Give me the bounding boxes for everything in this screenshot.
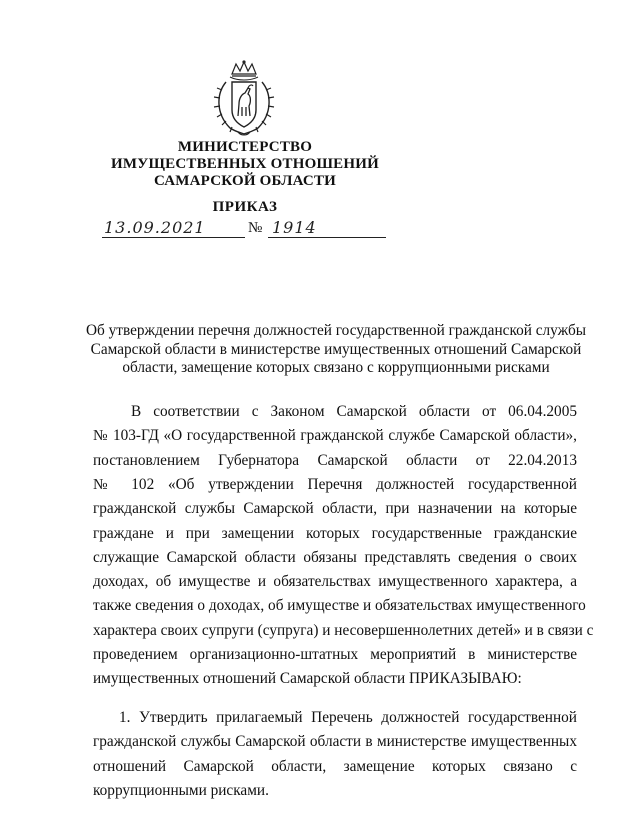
coat-of-arms-emblem: [208, 60, 280, 138]
text-line: также сведения о доходах, об имуществе и обязательствах имущественного: [93, 597, 586, 615]
title-line: Об утверждении перечня должностей государственной гражданской службы: [86, 322, 587, 339]
ministry-name-line: ИМУЩЕСТВЕННЫХ ОТНОШЕНИЙ: [111, 156, 379, 172]
ministry-name-line: САМАРСКОЙ ОБЛАСТИ: [153, 173, 337, 189]
text-line: характера своих супруги (супруга) и несовершеннолетних детей» и в связи с: [93, 621, 594, 639]
text-line: доходах, об имуществе и обязательствах имущественного характера, а: [93, 573, 577, 591]
order-date-field: [102, 219, 245, 238]
text-line: гражданской службы Самарской области, при назначении на которые: [93, 500, 577, 518]
text-line: служащие Самарской области обязаны представлять сведения о своих: [93, 548, 577, 566]
text-line: отношений Самарской области, замещение которых связано с: [93, 757, 577, 775]
title-line: области, замещение которых связано с коррупционными рисками: [122, 359, 550, 376]
text-line: № 102 «Об утверждении Перечня должностей государственной: [93, 475, 577, 493]
text-line: 1. Утвердить прилагаемый Перечень должностей государственной: [119, 709, 577, 726]
text-line: граждане и при замещении которых государственные гражданские: [93, 524, 577, 542]
text-line: гражданской службы Самарской области в министерстве имущественных: [93, 733, 577, 751]
text-line: имущественных отношений Самарской области ПРИКАЗЫВАЮ:: [93, 670, 522, 688]
document-type: ПРИКАЗ: [212, 199, 278, 215]
order-date: 13.09.2021: [104, 218, 206, 237]
order-number-field: [268, 219, 386, 238]
text-line: проведением организационно-штатных мероприятий в министерстве: [93, 646, 577, 663]
text-line: № 103-ГД «О государственной гражданской службе Самарской области»,: [93, 427, 577, 445]
ministry-name-line: МИНИСТЕРСТВО: [177, 139, 313, 155]
text-line: постановлением Губернатора Самарской области от 22.04.2013: [93, 451, 577, 469]
text-line: коррупционными рисками.: [93, 781, 269, 799]
document-title: [86, 322, 586, 378]
order-number-label: №: [248, 220, 263, 236]
title-line: Самарской области в министерстве имущественных отношений Самарской: [90, 340, 582, 358]
order-number: 1914: [272, 218, 317, 237]
ministry-header: [100, 139, 390, 190]
text-line: В соответствии с Законом Самарской области от 06.04.2005: [131, 403, 577, 420]
